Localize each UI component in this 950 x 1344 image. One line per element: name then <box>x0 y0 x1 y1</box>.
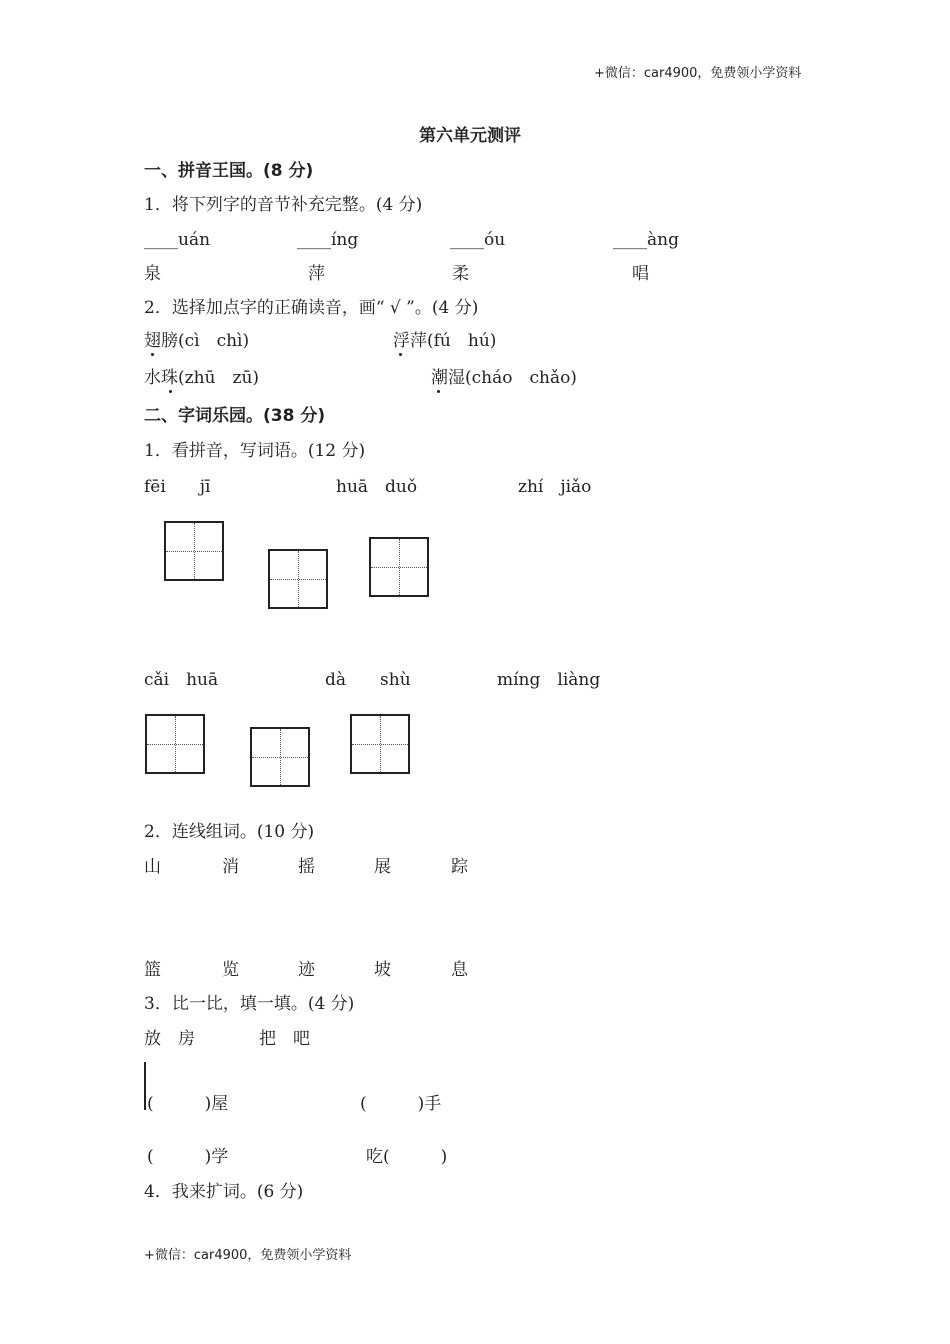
fill-1[interactable]: ( )屋 <box>147 1094 229 1114</box>
match-top-5[interactable]: 踪 <box>451 857 468 877</box>
writing-grid[interactable] <box>350 714 410 774</box>
pinyin-3: zhí jiǎo <box>518 477 592 497</box>
blank-4: ____àng <box>613 230 679 250</box>
page-title: 第六单元测评 <box>419 126 521 146</box>
pinyin-5: dà shù <box>325 670 411 690</box>
char-3: 柔 <box>452 264 469 284</box>
emphasis-dot <box>169 390 172 393</box>
emphasis-dot <box>151 353 154 356</box>
pinyin-6: míng liàng <box>497 670 601 690</box>
bracket-line <box>144 1062 146 1110</box>
pinyin-2: huā duǒ <box>336 477 418 497</box>
writing-grid[interactable] <box>268 549 328 609</box>
fill-4[interactable]: 吃( ) <box>366 1147 448 1167</box>
fill-3[interactable]: ( )学 <box>147 1147 229 1167</box>
writing-grid[interactable] <box>145 714 205 774</box>
watermark-bottom: +微信：car4900，免费领小学资料 <box>144 1248 352 1263</box>
pinyin-1: fēi jī <box>144 477 211 497</box>
match-top-4[interactable]: 展 <box>374 857 391 877</box>
char-2: 萍 <box>308 264 325 284</box>
pinyin-4: cǎi huā <box>144 670 219 690</box>
emphasis-dot <box>399 353 402 356</box>
s2-q3-prompt: 3．比一比，填一填。(4 分) <box>144 994 355 1014</box>
blank-1: ____uán <box>144 230 211 250</box>
match-bottom-3[interactable]: 迹 <box>298 960 315 980</box>
char-pair-1: 放 房 <box>144 1029 195 1049</box>
match-bottom-5[interactable]: 息 <box>451 960 468 980</box>
reading-item-4: 潮湿(cháo chǎo) <box>431 368 577 388</box>
section1-heading: 一、拼音王国。(8 分) <box>144 161 314 181</box>
char-pair-2: 把 吧 <box>259 1029 310 1049</box>
char-1: 泉 <box>144 264 161 284</box>
blank-2: ____íng <box>297 230 359 250</box>
match-top-3[interactable]: 摇 <box>298 857 315 877</box>
reading-item-2: 浮萍(fú hú) <box>393 331 497 351</box>
reading-item-3: 水珠(zhū zū) <box>144 368 260 388</box>
s1-q2-prompt: 2．选择加点字的正确读音，画“ √ ”。(4 分) <box>144 298 479 318</box>
fill-2[interactable]: ( )手 <box>360 1094 442 1114</box>
char-4: 唱 <box>632 264 649 284</box>
watermark-top: +微信：car4900，免费领小学资料 <box>594 66 802 81</box>
section2-heading: 二、字词乐园。(38 分) <box>144 406 326 426</box>
s2-q4-prompt: 4．我来扩词。(6 分) <box>144 1182 304 1202</box>
writing-grid[interactable] <box>164 521 224 581</box>
s2-q2-prompt: 2．连线组词。(10 分) <box>144 822 315 842</box>
writing-grid[interactable] <box>369 537 429 597</box>
s2-q1-prompt: 1．看拼音，写词语。(12 分) <box>144 441 366 461</box>
reading-item-1: 翅膀(cì chì) <box>144 331 250 351</box>
blank-3: ____óu <box>450 230 506 250</box>
writing-grid[interactable] <box>250 727 310 787</box>
match-top-2[interactable]: 消 <box>222 857 239 877</box>
s1-q1-prompt: 1．将下列字的音节补充完整。(4 分) <box>144 195 423 215</box>
match-top-1[interactable]: 山 <box>144 857 161 877</box>
match-bottom-4[interactable]: 坡 <box>374 960 391 980</box>
emphasis-dot <box>437 390 440 393</box>
match-bottom-2[interactable]: 览 <box>222 960 239 980</box>
match-bottom-1[interactable]: 篮 <box>144 960 161 980</box>
